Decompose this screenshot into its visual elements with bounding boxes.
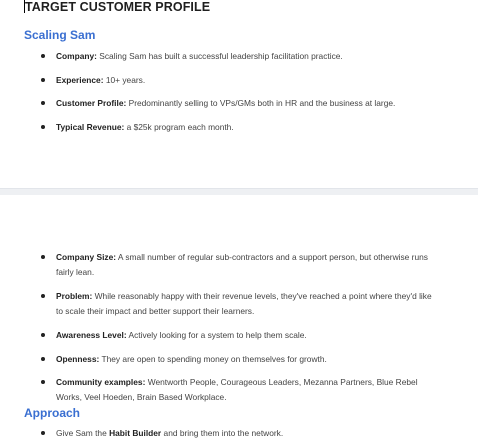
item-label: Community examples: xyxy=(56,377,146,387)
item-label: Customer Profile: xyxy=(56,98,127,108)
item-text: Wentworth People, Courageous Leaders, Mezanna Partners, Blue Rebel Works, Veel Hoeden, Brain Based Workplace. xyxy=(56,377,418,402)
document-title[interactable]: TARGET CUSTOMER PROFILE xyxy=(25,0,211,14)
persona-details-list-continued xyxy=(0,250,478,404)
list-item xyxy=(0,289,478,318)
item-text: a $25k program each month. xyxy=(126,121,234,132)
list-item xyxy=(0,73,478,88)
item-text-post: and bring them into the network. xyxy=(163,428,284,438)
persona-heading: Scaling Sam xyxy=(24,28,96,42)
item-text: Actively looking for a system to help them scale. xyxy=(128,330,307,340)
item-text: Scaling Sam has built a successful leadership facilitation practice. xyxy=(99,51,343,61)
item-text: A small number of regular sub-contractors and a support person, but otherwise runs fairly lean. xyxy=(56,252,428,277)
item-text-pre: Give Sam the xyxy=(56,428,107,438)
item-text: Predominantly selling to VPs/GMs both in HR and the business at large. xyxy=(128,98,396,108)
list-item xyxy=(0,426,478,441)
item-text: While reasonably happy with their revenue levels, they've reached a point where they'd like to scale their impact and better support their learners. xyxy=(56,291,432,316)
list-item xyxy=(0,328,478,343)
list-item xyxy=(0,375,478,404)
item-text: They are open to spending money on themselves for growth. xyxy=(101,353,327,364)
document-page-2 xyxy=(0,195,478,436)
approach-list xyxy=(0,426,478,441)
approach-heading: Approach xyxy=(24,406,81,420)
item-label: Openness: xyxy=(56,353,100,364)
list-item xyxy=(0,49,478,64)
item-label: Company: xyxy=(56,51,97,61)
persona-details-list xyxy=(0,49,478,134)
item-label: Experience: xyxy=(56,74,104,85)
item-text-bold: Habit Builder xyxy=(109,428,162,438)
list-item xyxy=(0,250,478,279)
document-page-1 xyxy=(0,0,478,188)
item-label: Typical Revenue: xyxy=(56,121,125,132)
item-label: Problem: xyxy=(56,291,93,301)
item-label: Company Size: xyxy=(56,252,117,262)
list-item xyxy=(0,352,478,367)
item-label: Awareness Level: xyxy=(56,330,127,340)
list-item xyxy=(0,120,478,135)
item-text: 10+ years. xyxy=(105,74,146,85)
list-item xyxy=(0,96,478,111)
